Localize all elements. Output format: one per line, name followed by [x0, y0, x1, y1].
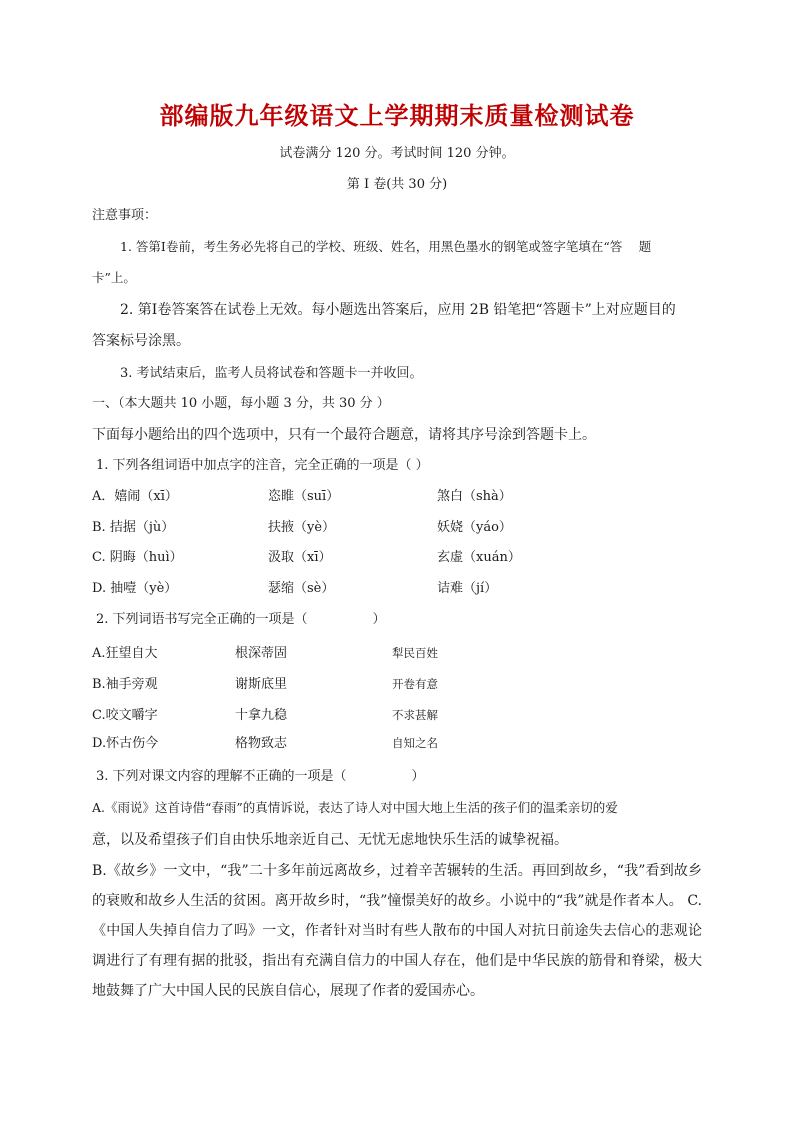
q1-option-d-2: 瑟缩（sè）: [268, 581, 335, 596]
q2-option-d-1: D.怀古伤今: [92, 736, 159, 751]
note-3: 3. 考试结束后，监考人员将试卷和答题卡一并收回。: [120, 366, 423, 381]
q2-option-b-3: 开卷有意: [392, 677, 438, 691]
q1-option-c-2: 汲取（xī）: [268, 550, 332, 565]
q1-option-b-2: 扶掖（yè）: [268, 520, 336, 535]
q2-option-d-3: 自知之名: [392, 736, 438, 750]
q2-option-b-1: B.袖手旁观: [92, 677, 158, 692]
q2-option-d-2: 格物致志: [235, 736, 288, 751]
part-heading: 第 Ⅰ 卷(共 30 分): [346, 177, 448, 192]
notes-heading: 注意事项：: [92, 208, 158, 223]
section-instruction: 下面每小题给出的四个选项中，只有一个最符合题意，请将其序号涂到答题卡上。: [92, 427, 596, 443]
exam-info: 试卷满分 120 分。考试时间 120 分钟。: [279, 146, 515, 161]
q1-option-b-3: 妖娆（yáo）: [437, 520, 512, 535]
q1-stem: 1. 下列各组词语中加点字的注音，完全正确的一项是（ ）: [96, 458, 429, 473]
q1-option-a-3: 煞白（shà）: [437, 489, 512, 504]
q3-option-b-c-paragraph: B.《故乡》一文中，“我”二十多年前远离故乡，过着辛苦辗转的生活。再回到故乡，“我”看到故乡的衰败和故乡人生活的贫困。离开故乡时，“我”憧憬美好的故乡。小说中的“我”就是作者本人。 C.《中国人失掉自信力了吗》一文，作者针对当时有些人散布的中国人对抗日前途失去信心的悲观论调进行了有理有据的批驳，指出有充满自信力的中国人存在，他们是中华民族的筋骨和脊梁，极大地鼓舞了广大中国人民的民族自信心，展现了作者的爱国赤心。: [92, 863, 702, 999]
q1-option-c-3: 玄虚（xuán）: [437, 550, 521, 565]
q3-option-a-line-2: 意，以及希望孩子们自由快乐地亲近自己、无忧无虑地快乐生活的诚挚祝福。: [92, 832, 568, 848]
q1-option-a-1: A．嬉闹（xī）: [92, 489, 178, 504]
page-title: 部编版九年级语文上学期期末质量检测试卷: [159, 101, 635, 130]
q1-option-c-1: C. 阴晦（huì）: [92, 550, 183, 565]
note-2-line-1: 2. 第Ⅰ卷答案答在试卷上无效。每小题选出答案后，应用 2B 铅笔把“答题卡”上对应题目的: [120, 302, 676, 318]
section-heading: 一、（本大题共 10 小题，每小题 3 分，共 30 分 ）: [92, 396, 390, 411]
q2-option-a-2: 根深蒂固: [235, 646, 288, 661]
q1-option-d-1: D. 抽噎（yè）: [92, 581, 178, 596]
q2-option-c-2: 十拿九稳: [235, 708, 288, 723]
q1-option-b-1: B. 拮据（jù）: [92, 520, 175, 535]
q2-option-b-2: 谢斯底里: [235, 677, 288, 692]
q3-option-a-line-1: A.《雨说》这首诗借“春雨”的真情诉说，表达了诗人对中国大地上生活的孩子们的温柔亲切的爱: [92, 800, 618, 815]
q1-option-d-3: 诘难（jí）: [437, 581, 498, 596]
q2-option-c-3: 不求甚解: [392, 708, 438, 722]
q2-option-c-1: C.咬文嚼字: [92, 708, 158, 723]
note-2-line-2: 答案标号涂黑。: [92, 333, 190, 349]
note-1-line-1: 1. 答第Ⅰ卷前，考生务必先将自己的学校、班级、姓名，用黑色墨水的钢笔或签字笔填在“答 题: [120, 239, 652, 254]
q2-stem: 2. 下列词语书写完全正确的一项是（ ）: [96, 612, 386, 627]
q1-option-a-2: 恣睢（suī）: [268, 489, 340, 504]
note-1-line-2: 卡”上。: [92, 270, 136, 285]
q3-stem: 3. 下列对课文内容的理解不正确的一项是（ ）: [96, 769, 425, 784]
q2-option-a-3: 犁民百姓: [392, 646, 438, 660]
q2-option-a-1: A.狂望自大: [92, 646, 158, 661]
